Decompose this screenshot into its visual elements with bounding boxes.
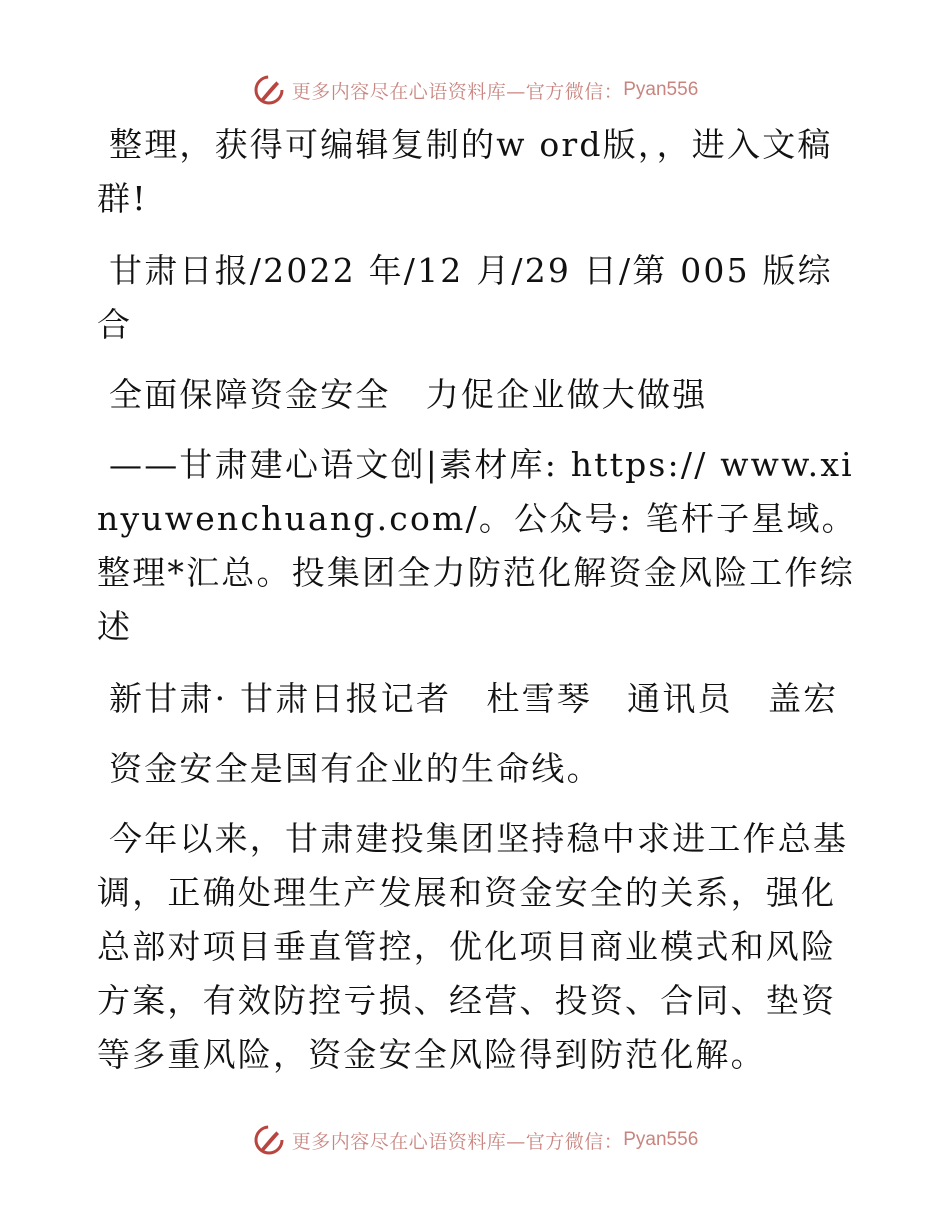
banner-wechat-label: 官方微信： bbox=[525, 80, 624, 103]
banner-promo-text: 更多内容尽在心语资料库— bbox=[291, 1130, 526, 1153]
footer-banner bbox=[0, 1120, 950, 1160]
header-banner bbox=[0, 70, 950, 110]
quill-pen-logo-icon bbox=[252, 1123, 286, 1157]
banner-wechat-label: 官方微信： bbox=[525, 1130, 624, 1153]
banner-wechat-id: Pyan556 bbox=[623, 79, 699, 100]
lead-paragraph: 资金安全是国有企业的生命线。 bbox=[109, 749, 602, 788]
article-byline: 新甘肃· 甘肃日报记者 杜雪琴 通讯员 盖宏 bbox=[109, 679, 839, 718]
quill-pen-logo-icon bbox=[252, 73, 286, 107]
banner-wechat-id: Pyan556 bbox=[623, 1129, 699, 1150]
body-paragraph: 今年以来，甘肃建投集团坚持稳中求进工作总基调，正确处理生产发展和资金安全的关系，强化总部对项目垂直管控，优化项目商业模式和风险方案，有效防控亏损、经营、投资、合同、垫资等多重风险，资金安全风险得到防范化解。 bbox=[97, 819, 849, 1074]
banner-promo-text: 更多内容尽在心语资料库— bbox=[291, 80, 526, 103]
intro-paragraph: 整理，获得可编辑复制的w ord版，，进入文稿群! bbox=[97, 125, 833, 218]
source-line: 甘肃日报/2022 年/12 月/29 日/第 005 版综合 bbox=[97, 251, 833, 344]
article-subheadline: ——甘肃建心语文创|素材库: https:// www.xinyuwenchuang.com/。公众号: 笔杆子星域。整理*汇总。投集团全力防范化解资金风险工作综述 bbox=[97, 445, 857, 646]
article-body bbox=[97, 118, 857, 1100]
article-headline: 全面保障资金安全 力促企业做大做强 bbox=[109, 375, 708, 414]
